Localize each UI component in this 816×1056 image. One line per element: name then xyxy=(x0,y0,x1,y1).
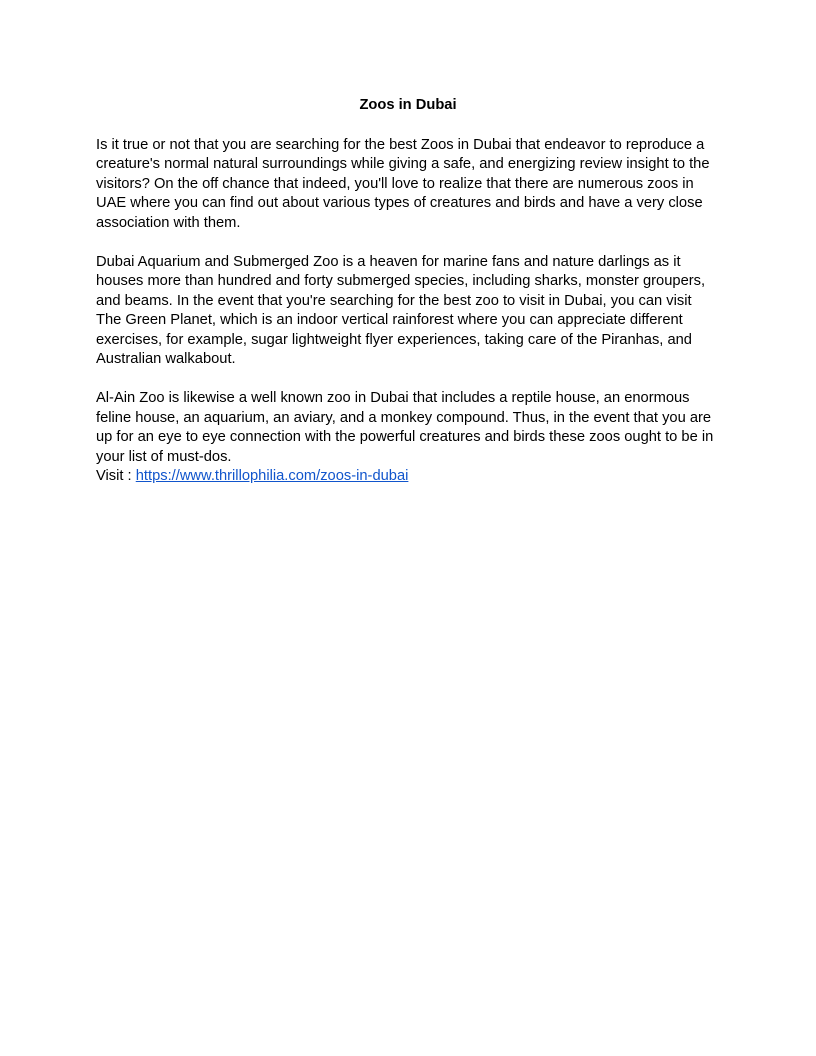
thrillophilia-link[interactable]: https://www.thrillophilia.com/zoos-in-dubai xyxy=(135,468,409,484)
document-title: Zoos in Dubai xyxy=(359,97,457,113)
paragraph-aquarium: Dubai Aquarium and Submerged Zoo is a heaven for marine fans and nature darlings as it houses more than hundred and forty submerged species, including sharks, monster groupers, and beams. In the event that you're searching for the best zoo to visit in Dubai, you can visit The Green Planet, which is an indoor vertical rainforest where you can appreciate different exercises, for example, sugar lightweight flyer experiences, taking care of the Piranhas, and Australian walkabout. xyxy=(96,253,706,367)
visit-line xyxy=(96,467,720,487)
paragraph-intro: Is it true or not that you are searching for the best Zoos in Dubai that endeavor to reproduce a creature's normal natural surroundings while giving a safe, and energizing review insight to the visitors? On the off chance that indeed, you'll love to realize that there are numerous zoos in UAE where you can find out about various types of creatures and birds and have a very close association with them. xyxy=(96,136,710,231)
visit-label: Visit : xyxy=(96,468,136,484)
paragraph-alain-zoo: Al-Ain Zoo is likewise a well known zoo in Dubai that includes a reptile house, an enormous feline house, an aquarium, an aviary, and a monkey compound. Thus, in the event that you are up for an eye to eye connection with the powerful creatures and birds these zoos ought to be in your list of must-dos. xyxy=(96,390,714,465)
